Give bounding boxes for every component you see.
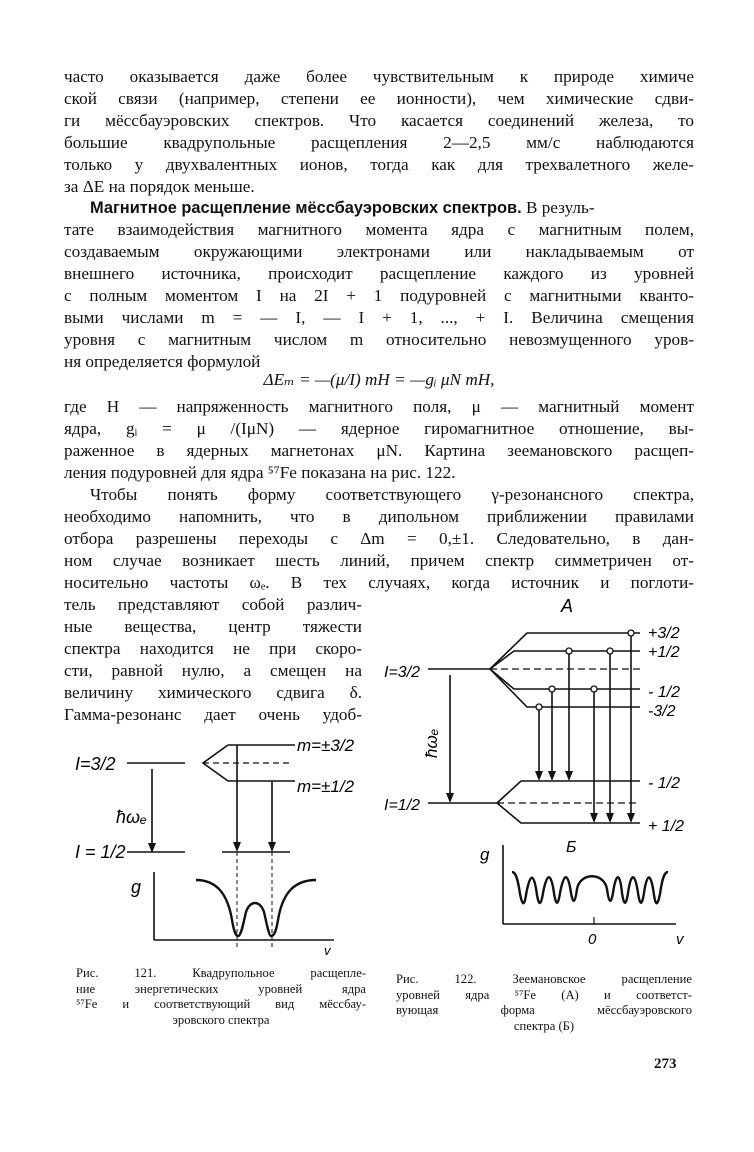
caption-line: уровней ядра ⁵⁷Fe (А) и соответст- [396,987,692,1002]
text-line: носительно частоты ωₑ. В тех случаях, когда источник и поглоти- [64,573,694,592]
energy-label: ħωₑ [116,807,147,827]
sublevel-label: m=±3/2 [297,736,355,755]
transition-origin [628,630,634,636]
caption-line: Рис. 121. Квадрупольное расщепле- [76,966,366,980]
transition-origin [566,648,572,654]
sublevel-label: - 1/2 [648,684,681,701]
text-line: только у двухвалентных ионов, тогда как для трехвалетного желе- [64,155,694,174]
transition-origin [591,686,597,692]
figure-122-caption [396,972,692,1034]
figure-121-caption [76,966,366,1028]
sublevel-label: - 1/2 [648,775,681,792]
caption-line: эровского спектра [172,1012,270,1027]
transition-origin [536,704,542,710]
text-line: тате взаимодействия магнитного момента ядра с магнитным полем, [64,220,694,239]
axis-label: v [676,931,684,948]
text-line: отбора разрешены переходы с Δm = 0,±1. Следовательно, в дан- [64,529,694,548]
energy-label: ħωₑ [422,728,441,758]
arrow-head [590,813,598,823]
section-heading: Магнитное расщепление мёссбауэровских спектров. [90,199,522,217]
text-fragment: В резуль- [521,198,595,217]
text-line: Чтобы понять форму соответствующего γ-резонансного спектра, [90,485,694,504]
sublevel-line [490,651,640,669]
transition-origin [549,686,555,692]
text-line: раженное в ядерных магнетонах μN. Картина зеемановского расщеп- [64,441,694,460]
text-line: величину химического сдвига δ. [64,683,362,702]
text-line: ня определяется формулой [64,352,261,371]
text-line: ные вещества, центр тяжести [64,617,362,636]
sublevel-line [490,669,640,689]
axis-label: g [131,877,142,897]
sublevel-label: m=±1/2 [297,777,355,796]
text-line: тель представляют собой различ- [64,595,362,614]
caption-line: ние энергетических уровней ядра [76,981,366,996]
text-line: ядра, gᵢ = μ /(IμN) — ядерное гиромагнитное отношение, вы- [64,419,694,438]
sublevel-label: +1/2 [648,644,680,661]
text-line: ги мёссбауэровских спектров. Что касается соединений железа, то [64,111,694,130]
text-line: ления подуровней для ядра ⁵⁷Fe показана на рис. 122. [64,463,456,482]
arrow-head [535,771,543,781]
text-line: Гамма-резонанс дает очень удоб- [64,705,362,724]
sublevel-line [497,803,640,823]
caption-line: вующая форма мёссбауэровского [396,1003,692,1017]
axis-label: g [480,845,490,864]
caption-line: ⁵⁷Fe и соответствующий вид мёссбау- [76,997,366,1011]
level-label: I=3/2 [384,664,421,681]
level-label: I=1/2 [384,797,421,814]
transition-origin [607,648,613,654]
axis-label: 0 [588,931,597,948]
text-line: где H — напряженность магнитного поля, μ — магнитный момент [64,397,694,416]
arrow-head [627,813,635,823]
text-line: создаваемым окружающими электронами или накладываемым от [64,242,694,261]
text-line: часто оказывается даже более чувствительным к природе химиче [64,67,694,86]
text-line: ном случае возникает шесть линий, причем спектр симметричен от- [64,551,694,570]
arrow-head [565,771,573,781]
panel-label: Б [566,839,577,856]
caption-line: Рис. 122. Зеемановское расщепление [396,972,692,986]
text-line: с полным моментом I на 2I + 1 подуровней с магнитными кванто- [64,286,694,305]
sublevel-label: -3/2 [648,703,676,720]
level-label: I=3/2 [75,754,116,774]
arrow-head [548,771,556,781]
spectrum-curve [512,872,668,903]
text-line: за ΔE на порядок меньше. [64,177,255,196]
panel-label: А [561,596,574,616]
caption-line: спектра (Б) [513,1018,575,1033]
text-line: сти, равной нулю, а смещен на [64,661,362,680]
text-line: уровня с магнитным числом m относительно невозмущенного уров- [64,330,694,349]
text-line: спектра находится не при скоро- [64,639,362,658]
arrow-head [606,813,614,823]
text-line: внешнего источника, происходит расщепление каждого из уровней [64,264,694,283]
formula: ΔEₘ = —(μ/I) mH = —gᵢ μN mH, [263,370,495,389]
sublevel-label: + 1/2 [648,818,685,835]
text-line: ской связи (например, степени ее ионности), чем химические сдви- [64,89,694,108]
text-line: большие квадрупольные расщепления 2—2,5 мм/с наблюдаются [64,133,694,152]
level-label: I = 1/2 [75,842,126,862]
text-line: необходимо напомнить, что в дипольном приближении правилами [64,507,694,526]
sublevel-line [497,781,640,803]
arrow-head [446,793,454,803]
sublevel-label: +3/2 [648,625,680,642]
text-line: выми числами m = — I, — I + 1, ..., + I. Величина смещения [64,308,694,327]
page-number: 273 [654,1056,677,1072]
axis-label: v [324,943,331,958]
